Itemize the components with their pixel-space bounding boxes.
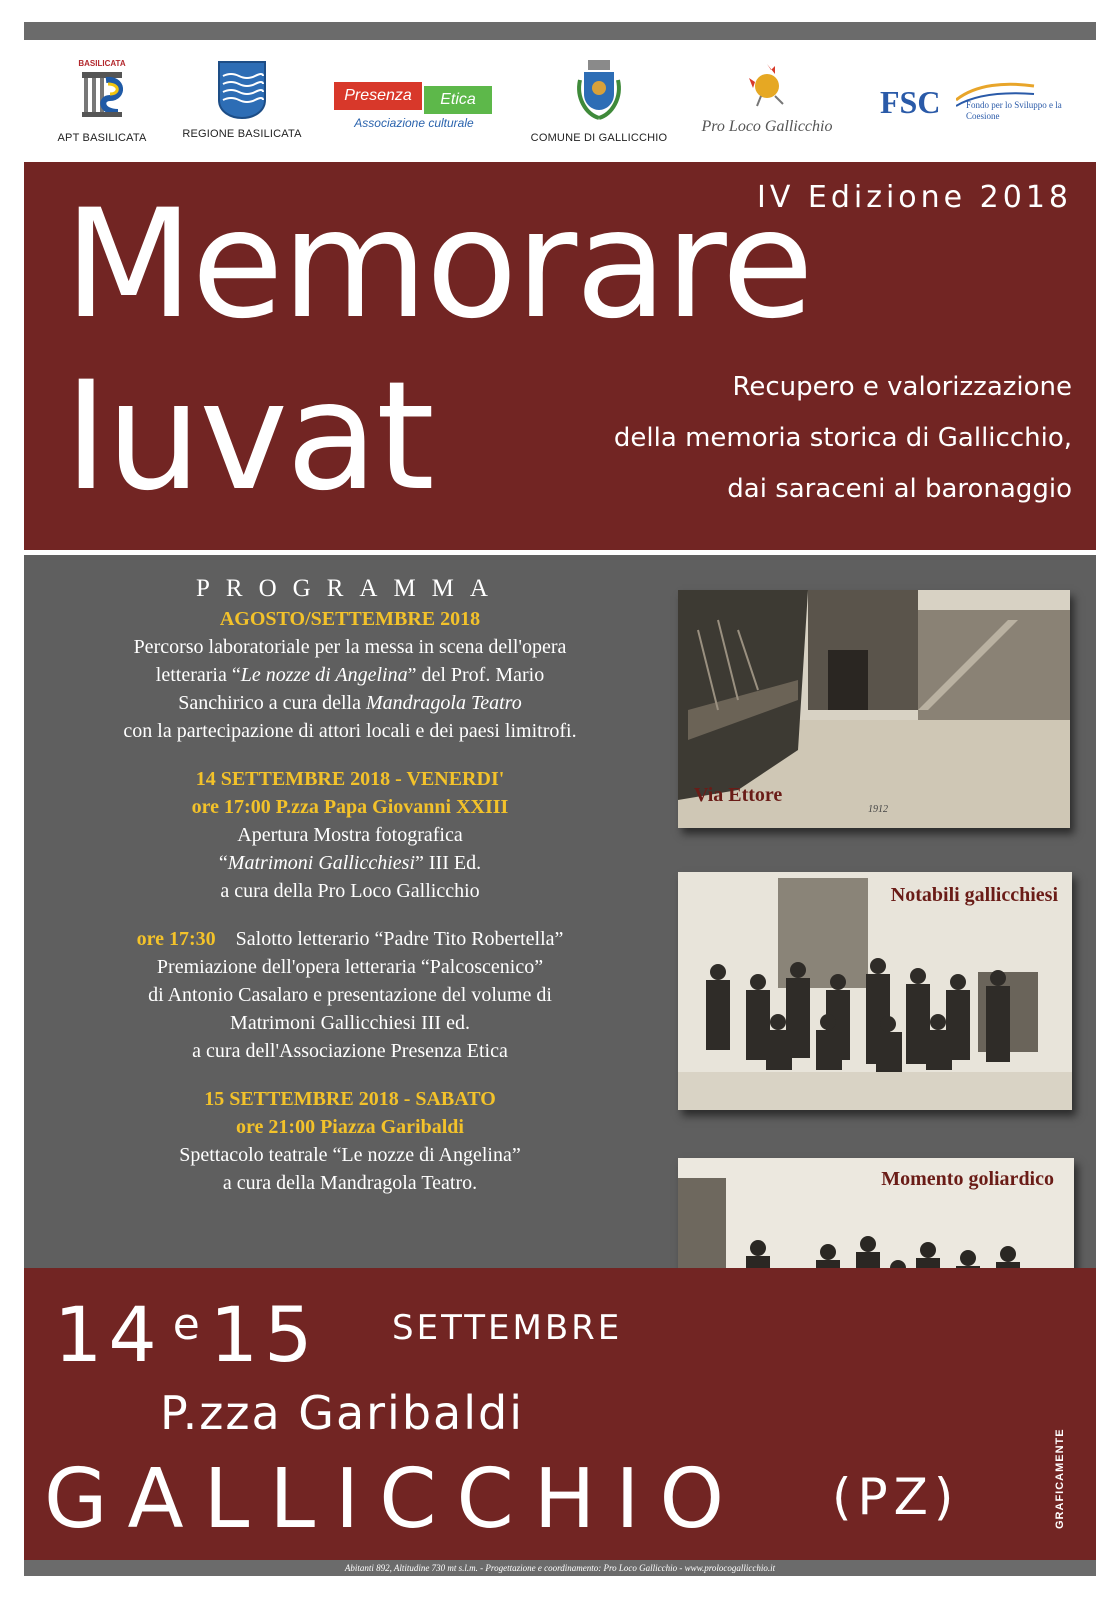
program-block-4 (24, 1085, 676, 1197)
event-line: Percorso laboratoriale per la messa in scena dell'opera (133, 636, 567, 658)
event-date: 14 SETTEMBRE 2018 - VENERDI' (195, 768, 505, 790)
comune-gallicchio (524, 40, 674, 162)
event-line: a cura dell'Associazione Presenza Etica (192, 1040, 508, 1062)
logo-caption: REGIONE BASILICATA (182, 128, 302, 140)
event-line: a cura della Mandragola Teatro. (222, 1172, 478, 1194)
group-photo-icon (678, 872, 1072, 1110)
gallicchio-coat-of-arms-icon (574, 58, 624, 122)
photo-notabili (678, 872, 1072, 1110)
day-1: 14 (54, 1290, 163, 1379)
text: ” del Prof. Mario (407, 664, 545, 686)
text: Sanchirico a cura della (178, 692, 366, 714)
event-line: Matrimoni Gallicchiesi III ed. (230, 1012, 470, 1034)
bottom-note: Abitanti 892, Altitudine 730 mt s.l.m. - Progettazione e coordinamento: Pro Loco Gallicchio - www.prolocogallicchio.it (24, 1560, 1096, 1576)
event-dates (54, 1290, 319, 1379)
title-line-2: Iuvat (64, 350, 433, 524)
event-line: Spettacolo teatrale “Le nozze di Angelina” (179, 1144, 521, 1166)
logo-caption: COMUNE DI GALLICCHIO (530, 132, 668, 144)
event-line (24, 661, 676, 689)
edition-label: IV Edizione 2018 (756, 180, 1072, 215)
event-date: AGOSTO/SETTEMBRE 2018 (219, 608, 481, 630)
presenza-etica-logo-icon: Presenza (334, 82, 422, 110)
program-text (24, 555, 676, 1197)
exhibition-title: Matrimoni Gallicchiesi (227, 852, 415, 874)
footer-banner (24, 1268, 1096, 1560)
event-line (24, 689, 676, 717)
logo-caption: Fondo per lo Sviluppo e la Coesione (966, 100, 1062, 121)
program-block-1 (24, 605, 676, 745)
photo-caption: Via Ettore (694, 784, 783, 806)
regione-basilicata (172, 40, 312, 162)
fsc-logo-icon: FSC (880, 84, 941, 120)
text: letteraria “ (155, 664, 241, 686)
subtitle-line: della memoria storica di Gallicchio, (613, 423, 1072, 453)
rooster-logo-icon (747, 60, 787, 108)
logo-caption: Associazione culturale (354, 116, 474, 130)
event-line: di Antonio Casalaro e presentazione del volume di (148, 984, 552, 1006)
etica-label: Etica (424, 86, 492, 114)
photo-note: 1912 (868, 804, 888, 815)
program-block-3 (24, 925, 676, 1065)
program-heading: PROGRAMMA (196, 575, 504, 602)
event-place: P.zza Garibaldi (160, 1386, 524, 1440)
logo-caption: APT BASILICATA (57, 132, 147, 144)
and-word: e (172, 1299, 200, 1350)
event-time: ore 17:00 P.zza Papa Giovanni XXIII (191, 796, 509, 818)
apt-basilicata-logo-icon (72, 58, 132, 124)
photo-via-ettore (678, 590, 1070, 828)
company-name: Mandragola Teatro (365, 692, 522, 714)
event-time: ore 21:00 Piazza Garibaldi (236, 1116, 464, 1138)
event-date: 15 SETTEMBRE 2018 - SABATO (204, 1088, 496, 1110)
apt-basilicata (42, 40, 162, 162)
svg-text:BASILICATA: BASILICATA (78, 59, 126, 68)
town-name: GALLICCHIO (44, 1452, 745, 1547)
presenza-etica (324, 40, 504, 162)
event-line (24, 849, 676, 877)
program-block-2 (24, 765, 676, 905)
event-line: con la partecipazione di attori locali e dei paesi limitrofi. (123, 720, 577, 742)
day-2: 15 (209, 1290, 319, 1379)
event-time: ore 17:30 (136, 928, 216, 950)
top-bar (24, 22, 1096, 40)
province-label: (PZ) (832, 1468, 960, 1526)
sponsor-logos (24, 40, 1096, 162)
pro-loco-gallicchio (692, 40, 842, 162)
event-line: Premiazione dell'opera letteraria “Palcoscenico” (156, 956, 544, 978)
photo-caption: Notabili gallicchiesi (890, 884, 1058, 906)
event-line: Apertura Mostra fotografica (237, 824, 463, 846)
event-line: a cura della Pro Loco Gallicchio (220, 880, 480, 902)
event-line (24, 925, 676, 953)
fsc (874, 40, 1084, 162)
subtitle (614, 362, 1072, 515)
regione-basilicata-shield-icon (217, 60, 267, 120)
work-title: Le nozze di Angelina (240, 664, 408, 686)
designer-credit (1050, 1413, 1070, 1533)
text: ” III Ed. (415, 852, 482, 874)
text: “ (218, 852, 228, 874)
logo-caption: Pro Loco Gallicchio (701, 118, 833, 135)
subtitle-line: Recupero e valorizzazione (732, 372, 1072, 402)
event-month: SETTEMBRE (392, 1308, 623, 1348)
text: Salotto letterario “Padre Tito Robertella” (235, 928, 564, 950)
photo-caption: Momento goliardico (881, 1168, 1054, 1190)
title-line-1: Memorare (64, 178, 812, 352)
hero-banner (24, 162, 1096, 550)
subtitle-line: dai saraceni al baronaggio (727, 474, 1072, 504)
credit-text: GRAFICAMENTE (1054, 1428, 1066, 1529)
